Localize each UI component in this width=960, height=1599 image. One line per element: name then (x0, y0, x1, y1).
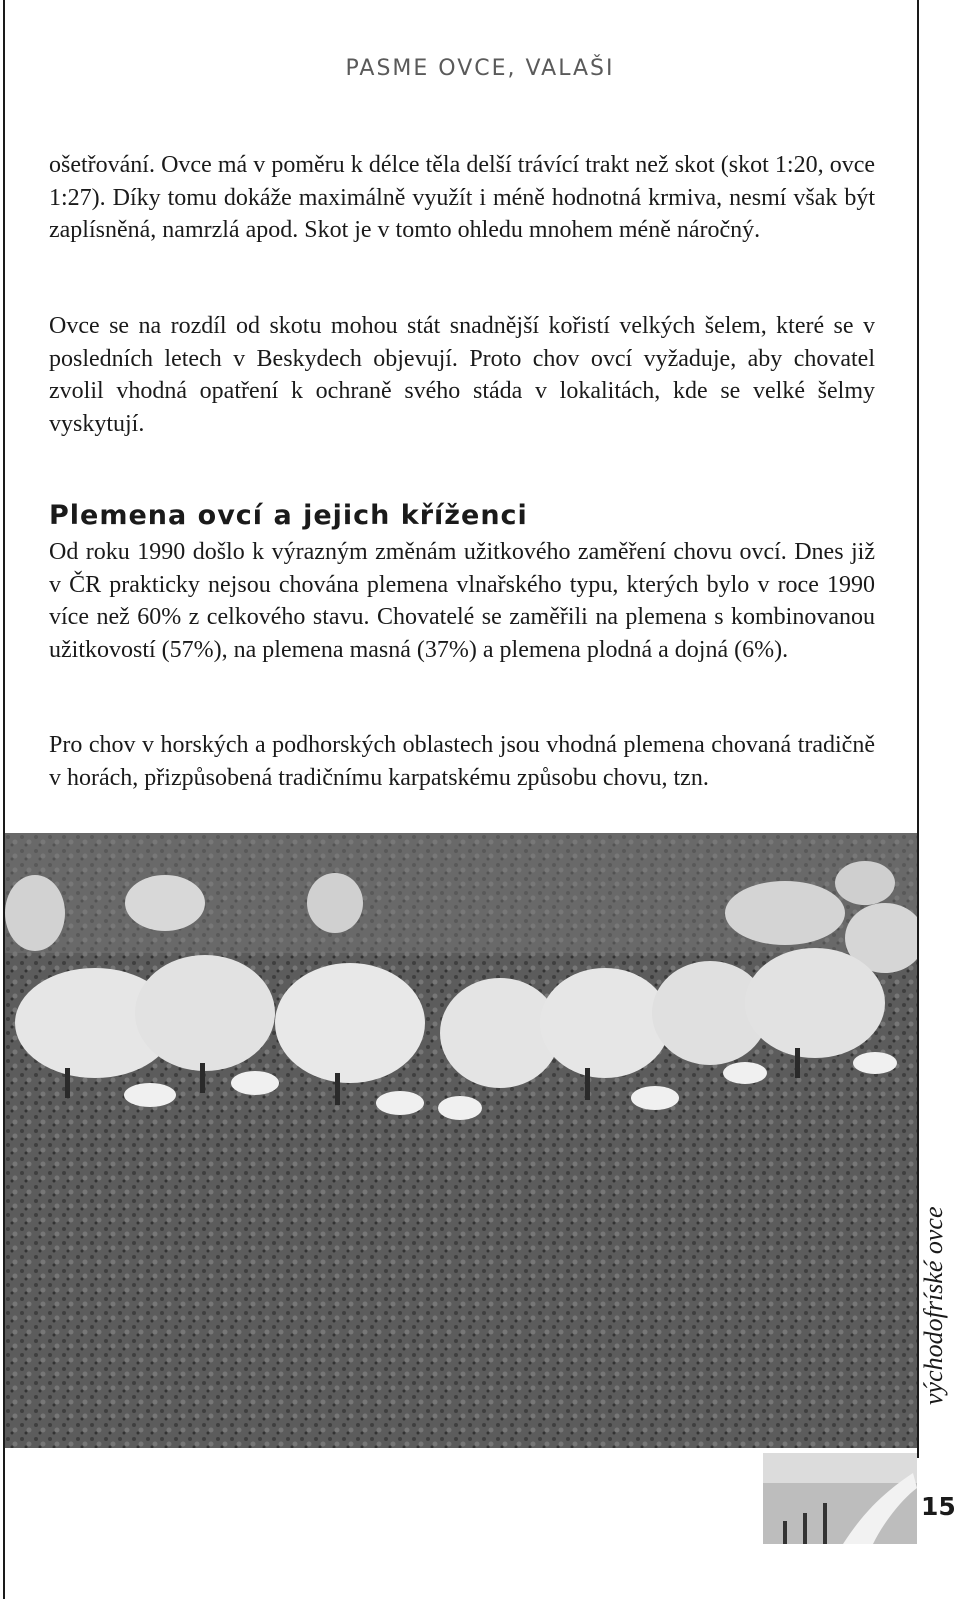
page-number: 15 (921, 1492, 956, 1521)
paragraph-1: ošetřování. Ovce má v poměru k délce těla delší trávící trakt než skot (skot 1:20, ovce 1:27). Díky tomu dokáže maximálně využít i méně hodnotná krmiva, nesmí však být zaplísněná, namrzlá apod. Skot je v tomto ohledu mnohem méně náročný. (49, 152, 875, 243)
section-paragraph-1: Od roku 1990 došlo k výrazným změnám užitkového zaměření chovu ovcí. Dnes již v ČR prakticky nejsou chována plemena vlnařského typu, kterých bylo v roce 1990 více než 60% z celkového stavu. Chovatelé se zaměřili na plemena s kombinovanou užitkovostí (57%), na plemena masná (37%) a plemena plodná a dojná (6%). (49, 539, 875, 663)
thumbnail-photo (763, 1453, 917, 1544)
paragraph-2: Ovce se na rozdíl od skotu mohou stát snadnější kořistí velkých šelem, které se v posledních letech v Beskydech objevují. Proto chov ovcí vyžaduje, aby chovatel zvolil vhodná opatření k ochraně svého stáda v lokalitách, kde se velké šelmy vyskytují. (49, 313, 875, 437)
section-heading: Plemena ovcí a jejich kříženci (49, 500, 528, 531)
section-paragraph-2: Pro chov v horských a podhorských oblastech jsou vhodná plemena chovaná tradičně v horách, přizpůsobená tradičnímu karpatskému způsobu chovu, tzn. (49, 732, 875, 791)
photo-caption-vertical: východofríské ovce (919, 1206, 948, 1405)
sheep-photo (5, 833, 917, 1448)
running-header: PASME OVCE, VALAŠI (345, 56, 615, 81)
